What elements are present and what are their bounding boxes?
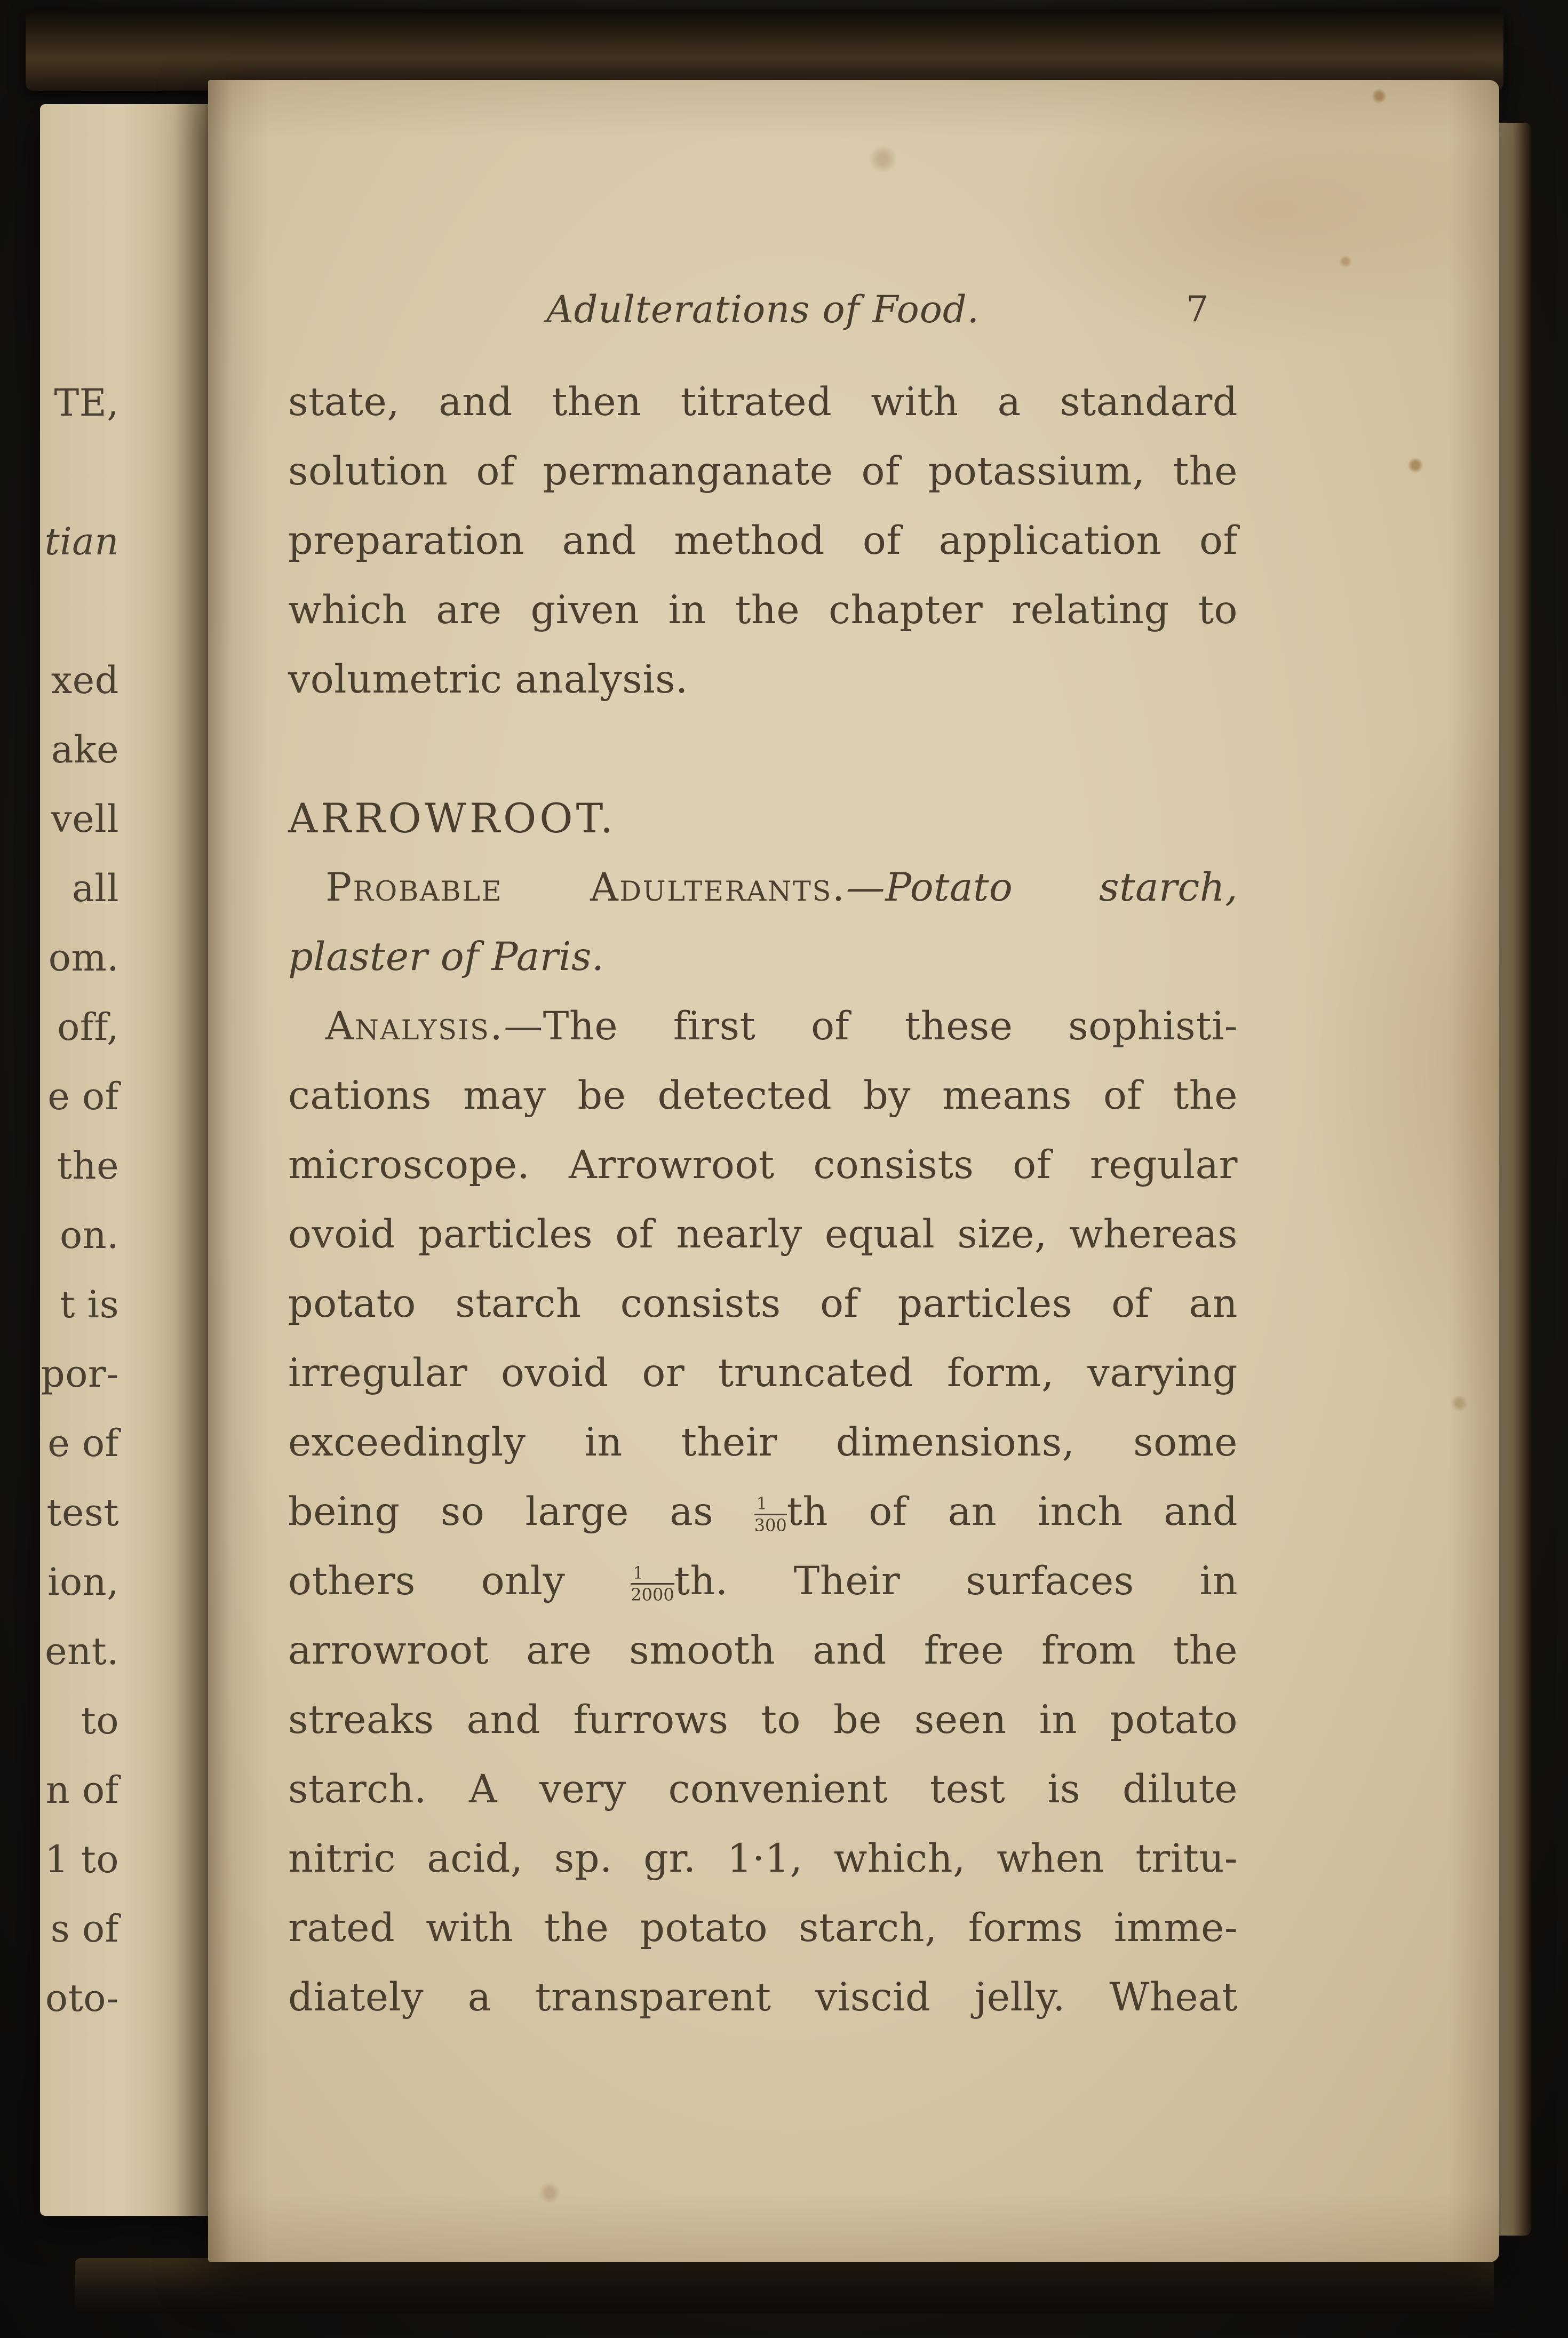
fraction-1-2000 [631, 1564, 674, 1603]
text-line: streaks and furrows to be seen in potato [288, 1697, 1238, 1743]
text-line-with-fraction [288, 1477, 1238, 1547]
left-page-line-fragment: om. [48, 936, 119, 980]
left-page-line-fragment: 1 to [44, 1838, 119, 1881]
probable-adulterants-value-line2: plaster of Paris. [288, 934, 604, 980]
left-page-line-fragment: e of [47, 1075, 119, 1118]
left-page-line-fragment [40, 576, 119, 646]
section-gap [288, 714, 1238, 784]
text-line: ovoid particles of nearly equal size, whereas [288, 1212, 1238, 1257]
fraction-line-before: others only [288, 1558, 566, 1604]
fraction-numerator: 1 [754, 1495, 787, 1515]
text-line: arrowroot are smooth and free from the [288, 1628, 1238, 1673]
text-line: volumetric analysis. [288, 657, 688, 702]
left-page-text-column [40, 368, 119, 2033]
left-page-line-fragment: s of [50, 1907, 119, 1951]
text-line: state, and then titrated with a standard [288, 379, 1238, 425]
left-page-line-fragment [40, 438, 119, 507]
text-line: preparation and method of application of [288, 518, 1238, 563]
text-line: which are given in the chapter relating to [288, 587, 1238, 633]
fraction-line-after: th of an inch and [786, 1489, 1238, 1534]
fraction-numerator: 1 [631, 1564, 674, 1585]
text-line: irregular ovoid or truncated form, varying [288, 1350, 1238, 1396]
text-line: potato starch consists of particles of an [288, 1281, 1238, 1326]
left-page-line-fragment: e of [47, 1421, 119, 1465]
left-page-line-fragment: ake [51, 728, 119, 772]
book-bottom-edge [75, 2258, 1494, 2313]
left-page-line-fragment: test [46, 1491, 119, 1534]
probable-adulterants-label: Probable Adulterants. [325, 865, 846, 910]
left-page-line-fragment: the [57, 1144, 119, 1188]
text-line: microscope. Arrowroot consists of regular [288, 1142, 1238, 1188]
text-line-with-fraction [288, 1547, 1238, 1616]
text-line: cations may be detected by means of the [288, 1073, 1238, 1118]
text-line: nitric acid, sp. gr. 1·1, which, when tritu- [288, 1836, 1238, 1881]
analysis-first-line: —The first of these sophisti- [504, 1004, 1238, 1049]
left-page-line-fragment: ent. [45, 1629, 119, 1673]
left-page-line-fragment: por- [41, 1352, 119, 1396]
left-page-line-fragment: oto- [45, 1976, 119, 2020]
left-page-line-fragment: n of [45, 1768, 119, 1812]
left-page-line-fragment: vell [51, 797, 119, 841]
left-page-line-fragment: on. [60, 1213, 119, 1257]
fraction-1-300 [754, 1495, 787, 1534]
page-number: 7 [1186, 289, 1208, 330]
probable-adulterants-value: —Potato starch, [846, 865, 1238, 910]
left-page-line-fragment: off, [57, 1005, 119, 1049]
fraction-line-after: th. Their surfaces in [674, 1558, 1238, 1604]
text-line: starch. A very convenient test is dilute [288, 1767, 1238, 1812]
book-top-edge [26, 10, 1503, 91]
left-page-line-fragment: tian [44, 520, 119, 563]
text-line: exceedingly in their dimensions, some [288, 1420, 1238, 1465]
analysis-line [288, 992, 1238, 1061]
body-text [288, 368, 1238, 2032]
right-page [208, 80, 1499, 2262]
text-line: solution of permanganate of potassium, the [288, 449, 1238, 494]
probable-adulterants-line [288, 853, 1238, 923]
text-line: rated with the potato starch, forms imme- [288, 1905, 1238, 1951]
fraction-denominator: 2000 [631, 1585, 674, 1605]
left-page-line-fragment: xed [51, 658, 119, 702]
running-header [288, 275, 1238, 344]
left-page-line-fragment: all [71, 866, 119, 910]
analysis-label: Analysis. [325, 1004, 504, 1049]
page-text-block [288, 261, 1238, 2032]
fraction-line-before: being so large as [288, 1489, 714, 1534]
left-page-line-fragment: to [81, 1699, 119, 1743]
running-header-title: Adulterations of Food. [546, 288, 980, 331]
fraction-denominator: 300 [754, 1515, 787, 1536]
left-page-line-fragment: t is [60, 1283, 119, 1326]
text-line: diately a transparent viscid jelly. Wheat [288, 1975, 1238, 2020]
section-heading-arrowroot: ARROWROOT. [288, 794, 617, 842]
left-page-line-fragment: TE, [54, 381, 119, 425]
left-page-line-fragment: ion, [47, 1560, 119, 1604]
left-page-partial [40, 104, 216, 2216]
